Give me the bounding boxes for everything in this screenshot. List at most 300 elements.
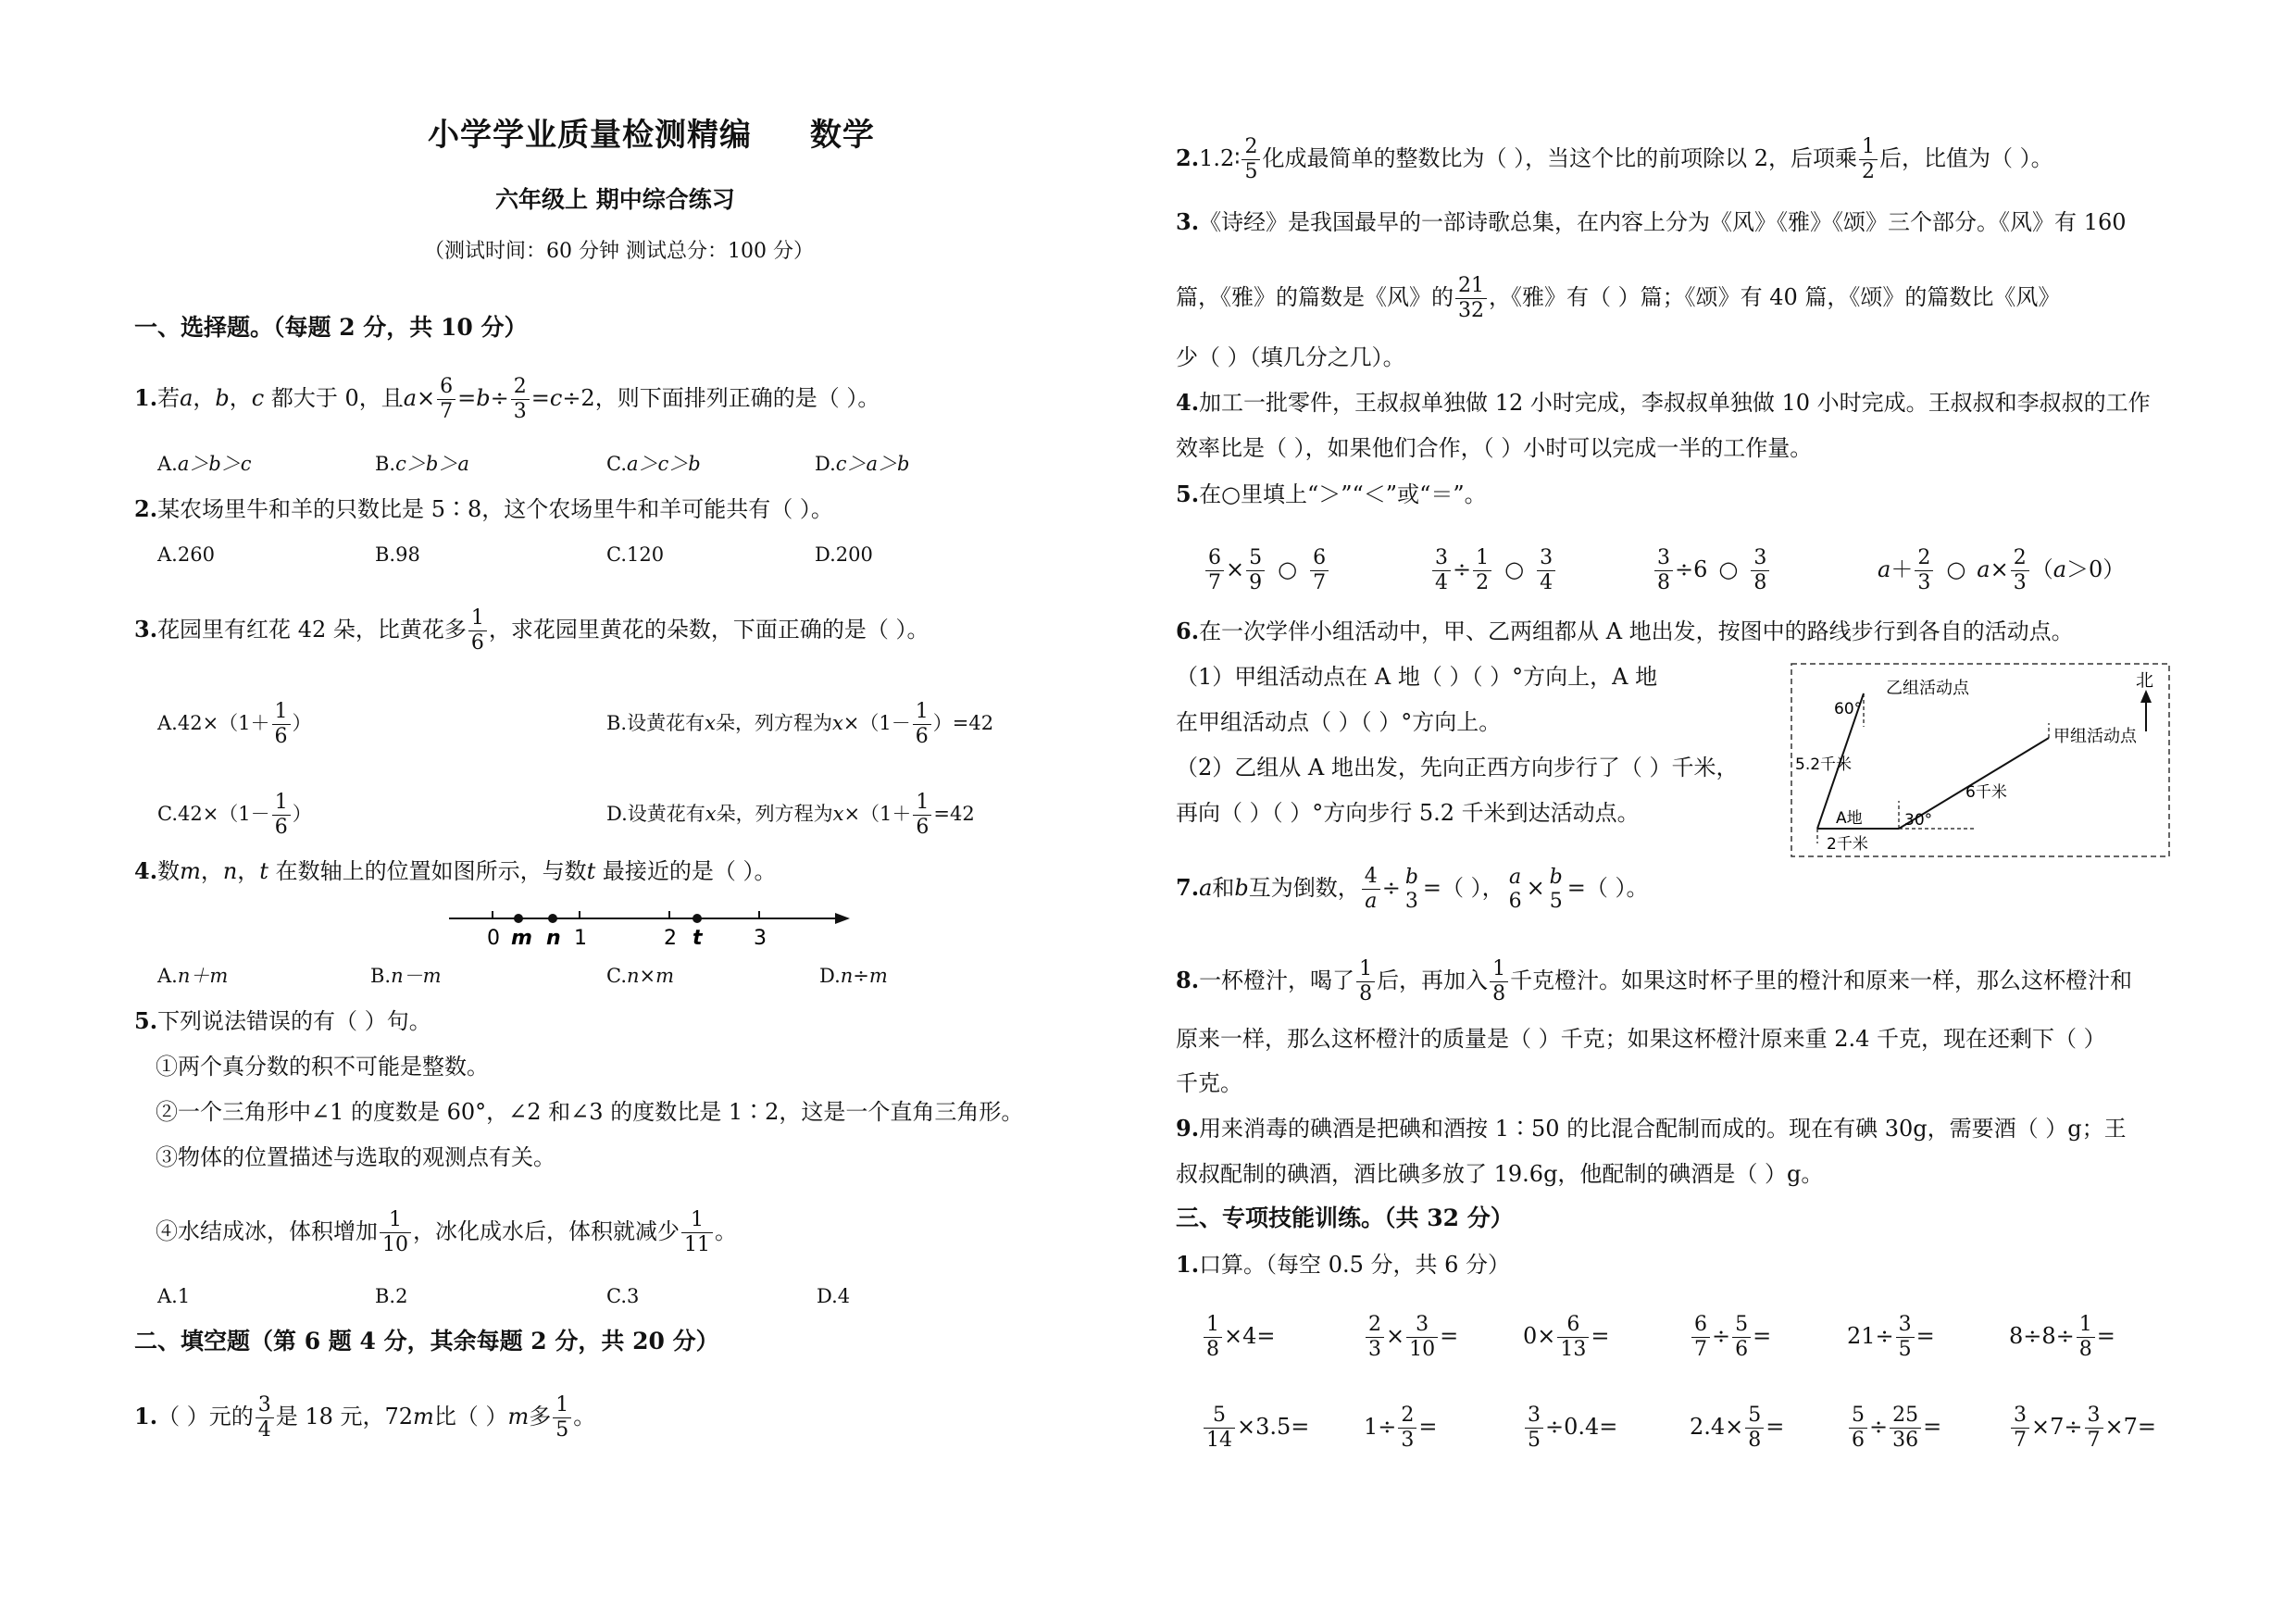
fraction (1525, 1404, 1543, 1453)
text: ， (229, 385, 252, 411)
fraction (1366, 1313, 1384, 1362)
option-c (606, 449, 701, 479)
numerator: 2 (1242, 135, 1260, 160)
question-number: 4. (134, 857, 158, 884)
expr-text: × (1386, 1323, 1405, 1349)
question-number: 8. (1176, 967, 1200, 993)
denominator: 7 (440, 400, 454, 423)
distance-2-label: 2千米 (1827, 835, 1868, 854)
oral-calc-item (1523, 1404, 1617, 1453)
s2-question-1 (134, 1393, 595, 1442)
denominator: 3 (1917, 571, 1931, 594)
numerator: 1 (2077, 1313, 2095, 1338)
text: 化成最简单的整数比为（ ），当这个比的前项除以 2，后项乘 (1262, 145, 1858, 171)
option-a (157, 449, 252, 479)
var: a (2053, 556, 2066, 582)
denominator: 5 (1898, 1338, 1912, 1361)
text: ×（1－ (842, 712, 911, 734)
fraction (1455, 274, 1487, 323)
denominator: 6 (1508, 889, 1522, 913)
numerator: 3 (1896, 1313, 1915, 1338)
operator: × (1990, 556, 2009, 582)
value: a＞c＞b (627, 453, 701, 475)
section-1-heading: 一、选择题。（每题 2 分，共 10 分） (134, 314, 528, 341)
fraction (1242, 135, 1260, 184)
denominator: 2 (1476, 571, 1490, 594)
oral-calc-item (1847, 1313, 1935, 1362)
text: 加工一批零件，王叔叔单独做 12 小时完成，李叔叔单独做 10 小时完成。王叔叔和李叔叔的工作 (1199, 390, 2151, 416)
fraction (1490, 957, 1508, 1006)
text: ＞0） (2066, 556, 2126, 582)
denominator: 32 (1458, 299, 1484, 322)
option-b: B.98 (375, 543, 420, 566)
tick-label: 1 (574, 927, 587, 950)
option-c: C.120 (606, 543, 665, 566)
denominator: 7 (1694, 1338, 1707, 1361)
expr-text: 8÷8÷ (2009, 1323, 2075, 1349)
var: x (832, 803, 844, 825)
blank-circle-icon[interactable]: ○ (1718, 556, 1739, 582)
value: n－m (391, 965, 442, 987)
expr-text: = (1766, 1414, 1785, 1440)
denominator: 3 (2013, 571, 2027, 594)
s2-question-3-line-3: 少（ ）（填几分之几）。 (1176, 344, 1405, 370)
denominator: 3 (1368, 1338, 1381, 1361)
text: 后，比值为（ ）。 (1879, 145, 2053, 171)
numerator: 1 (272, 700, 291, 725)
numerator: 3 (2011, 1404, 2029, 1429)
denominator: 8 (1657, 571, 1670, 594)
numerator: 1 (1473, 546, 1491, 571)
s2-q6-part-2a: （2）乙组从 A 地出发，先向正西方向步行了（ ）千米， (1176, 755, 1739, 780)
fraction (1654, 546, 1673, 595)
numerator: 1 (272, 791, 291, 816)
text: 用来消毒的碘酒是把碘和酒按 1∶50 的比混合配制而成的。现在有碘 30g，需要酒（ ）g；王 (1199, 1116, 2127, 1142)
var: m (180, 858, 201, 884)
s2-question-8-line-1 (1176, 957, 2132, 1006)
question-number: 5. (134, 1007, 158, 1034)
oral-calc-item (1202, 1313, 1276, 1362)
text: ×（1＋ (843, 803, 912, 825)
var: t (586, 858, 596, 884)
option-d (606, 791, 975, 840)
numerator: 4 (1362, 865, 1380, 890)
var: x (705, 803, 717, 825)
text: ④水结成冰，体积增加 (156, 1218, 378, 1244)
compare-expr-3 (1653, 546, 1771, 595)
denominator: 8 (2078, 1338, 2092, 1361)
text: B.设黄花有 (606, 712, 705, 734)
text: 《诗经》是我国最早的一部诗歌总集，在内容上分为《风》《雅》《颂》三个部分。《风》有 160 (1199, 209, 2127, 235)
numerator: 3 (1406, 1313, 1438, 1338)
fraction (2011, 546, 2029, 595)
text: 在○里填上“＞”“＜”或“＝”。 (1199, 481, 1487, 507)
fraction (1745, 1404, 1764, 1453)
text: ） (292, 803, 312, 825)
var: c (549, 385, 563, 411)
tick-label: m (511, 927, 532, 950)
denominator: 4 (257, 1418, 271, 1442)
question-number: 1. (1176, 1251, 1200, 1278)
numerator: 2 (1398, 1404, 1416, 1429)
option-d: D.200 (815, 543, 873, 566)
tick-label: t (693, 927, 703, 950)
oral-calc-item (1364, 1404, 1438, 1453)
expr-text: = (1418, 1414, 1438, 1440)
numerator: 2 (1366, 1313, 1384, 1338)
statement-2: ②一个三角形中∠1 的度数是 60°，∠2 和∠3 的度数比是 1∶2，这是一个直角三角形。 (156, 1099, 1024, 1125)
option-c (157, 791, 312, 840)
fraction (1751, 546, 1769, 595)
numerator: 1 (380, 1208, 411, 1233)
axis-arrow-icon (835, 913, 850, 924)
text: C.42×（1－ (157, 803, 270, 825)
a-location-label: A地 (1836, 809, 1863, 828)
denominator: 8 (1359, 982, 1373, 1005)
question-number: 1. (134, 1403, 158, 1429)
numerator: 1 (1859, 135, 1878, 160)
s2-question-3-line-1 (1176, 207, 2127, 237)
fraction (1557, 1313, 1589, 1362)
text: 花园里有红花 42 朵，比黄花多 (157, 617, 467, 643)
var: x (705, 712, 716, 734)
numerator: 6 (1557, 1313, 1589, 1338)
expr-text: 2.4× (1690, 1414, 1744, 1440)
option-c (606, 961, 674, 991)
section-2-heading: 二、填空题（第 6 题 4 分，其余每题 2 分，共 20 分） (134, 1328, 719, 1355)
exam-title (428, 117, 875, 154)
var: m (413, 1404, 434, 1429)
denominator: 5 (1244, 160, 1258, 183)
denominator: 9 (1249, 571, 1263, 594)
text: 。 (715, 1218, 737, 1244)
option-a (157, 700, 312, 749)
expr-text: ×3.5= (1237, 1414, 1310, 1440)
numerator: 6 (1310, 546, 1329, 571)
statement-3: ③物体的位置描述与选取的观测点有关。 (156, 1144, 555, 1170)
fraction (1849, 1404, 1867, 1453)
numerator: 6 (437, 375, 455, 400)
option-d (819, 961, 888, 991)
fraction (1205, 546, 1224, 595)
denominator: 7 (1208, 571, 1221, 594)
numerator: 3 (256, 1393, 274, 1418)
text: 都大于 0，且 (264, 385, 404, 411)
denominator: 7 (2087, 1429, 2101, 1452)
text: ） (292, 712, 312, 734)
fraction (1547, 866, 1566, 914)
blank-circle-icon[interactable]: ○ (1946, 556, 1966, 582)
value: n＋m (177, 965, 229, 987)
fraction (272, 700, 291, 749)
fraction (2011, 1404, 2029, 1453)
value: c＞a＞b (835, 453, 910, 475)
numerator: b (1549, 865, 1563, 889)
compare-expr-2 (1430, 546, 1557, 595)
point-t (693, 914, 702, 923)
question-number: 2. (1176, 144, 1200, 171)
s2-question-4-line-2: 效率比是（ ），如果他们合作，（ ）小时可以完成一半的工作量。 (1176, 435, 1813, 461)
text: ）=42 (932, 712, 994, 734)
tick-label: n (546, 927, 561, 950)
label: C. (606, 453, 627, 475)
fraction (1406, 1313, 1438, 1362)
question-number: 6. (1176, 618, 1200, 644)
denominator: 6 (470, 631, 484, 655)
var: x (831, 712, 843, 734)
var: a (1878, 556, 1891, 582)
fraction (1859, 135, 1878, 184)
expr-text: = (1591, 1323, 1610, 1349)
denominator: 6 (915, 725, 929, 748)
text: 在数轴上的位置如图所示，与数 (268, 858, 587, 884)
numerator: b (1404, 865, 1418, 889)
fraction (1537, 546, 1555, 595)
fraction (380, 1208, 411, 1257)
var: a (1977, 556, 1990, 582)
fraction (1896, 1313, 1915, 1362)
denominator: 3 (1401, 1429, 1415, 1452)
numerator: 1 (1356, 957, 1375, 982)
denominator: 6 (1852, 1429, 1865, 1452)
fraction (913, 791, 931, 840)
distance-6-label: 6千米 (1965, 783, 2007, 802)
expr-text: 1÷ (1364, 1414, 1397, 1440)
question-number: 3. (1176, 208, 1200, 235)
var: a (1199, 875, 1213, 901)
text: = (530, 385, 550, 411)
option-b: B.2 (375, 1285, 408, 1307)
fraction (468, 606, 487, 655)
s1-question-2 (134, 494, 833, 524)
expr-text: ÷ (1712, 1323, 1731, 1349)
var: a (403, 385, 418, 411)
s2-question-2 (1176, 135, 2053, 184)
text: 多 (529, 1404, 552, 1429)
numerator: 5 (1246, 546, 1265, 571)
var: t (259, 858, 268, 884)
s2-q6-part-2b: 再向（ ）（ ）°方向步行 5.2 千米到达活动点。 (1176, 800, 1640, 826)
expr-text: 21÷ (1847, 1323, 1894, 1349)
fraction (437, 375, 455, 424)
var: n (222, 858, 238, 884)
numerator: 1 (1204, 1313, 1222, 1338)
s2-question-7 (1176, 865, 1648, 914)
text: =（ ）， (1422, 875, 1504, 901)
option-b (370, 961, 442, 991)
compare-expr-1 (1204, 546, 1330, 595)
numerator: 25 (1890, 1404, 1921, 1429)
denominator: 13 (1560, 1338, 1587, 1361)
expr-text: = (1923, 1414, 1942, 1440)
text: ，求花园里黄花的朵数，下面正确的是（ ）。 (488, 617, 930, 643)
expr-text: ×7= (2104, 1414, 2156, 1440)
fraction (256, 1393, 274, 1442)
subject-text: 数学 (809, 117, 875, 154)
var: m (507, 1404, 530, 1429)
north-label: 北 (2136, 670, 2154, 691)
denominator: 8 (1492, 982, 1506, 1005)
fraction (1691, 1313, 1710, 1362)
fraction (1506, 866, 1525, 914)
fraction (1403, 866, 1421, 914)
var: b (215, 385, 230, 411)
s2-question-5 (1176, 480, 1487, 509)
label: D. (819, 965, 841, 987)
number-line (444, 898, 852, 950)
denominator: 3 (513, 400, 527, 423)
text: ， (193, 385, 216, 411)
denominator: 10 (1409, 1338, 1436, 1361)
text: 在一次学伴小组活动中，甲、乙两组都从 A 地出发，按图中的路线步行到各自的活动点。 (1199, 618, 2074, 644)
fraction (1432, 546, 1451, 595)
numerator: 1 (1490, 957, 1508, 982)
text: ，《雅》有（ ）篇；《颂》有 40 篇，《颂》的篇数比《风》 (1489, 284, 2061, 310)
value: a＞b＞c (177, 453, 252, 475)
question-number: 2. (134, 495, 158, 522)
denominator: 7 (2014, 1429, 2027, 1452)
var: c (251, 385, 265, 411)
fraction (1362, 865, 1380, 914)
s1-question-5 (134, 1006, 431, 1036)
s3-question-1 (1176, 1250, 1510, 1280)
text: A.42×（1＋ (157, 712, 270, 734)
denominator: 6 (916, 816, 930, 839)
fraction (1246, 546, 1265, 595)
oral-calc-item (1202, 1404, 1309, 1453)
s2-question-9-line-1 (1176, 1114, 2127, 1143)
denominator: 5 (1528, 1429, 1541, 1452)
fraction (1890, 1404, 1921, 1453)
statement-1: ①两个真分数的积不可能是整数。 (156, 1054, 489, 1080)
text: 朵，列方程为 (715, 712, 832, 734)
text: 和 (1212, 875, 1235, 901)
oral-calc-item (2009, 1313, 2115, 1362)
denominator: 36 (1892, 1429, 1919, 1452)
fraction (1732, 1313, 1751, 1362)
yi-label: 乙组活动点 (1886, 679, 1969, 698)
text: =（ ）。 (1566, 875, 1649, 901)
value: n÷m (840, 965, 888, 987)
s2-question-8-line-2: 原来一样，那么这杯橙汁的质量是（ ）千克；如果这杯橙汁原来重 2.4 千克，现在还剩下（ ） (1176, 1026, 2106, 1052)
numerator: 3 (1432, 546, 1451, 571)
question-number: 3. (134, 616, 158, 643)
value: c＞b＞a (395, 453, 469, 475)
expr-text: ÷ (1869, 1414, 1889, 1440)
section-3-heading: 三、专项技能训练。（共 32 分） (1176, 1205, 1514, 1231)
s2-question-3-line-2 (1176, 274, 2060, 323)
numerator: 1 (468, 606, 487, 631)
fraction (511, 375, 530, 424)
option-b (606, 700, 993, 749)
operator: × (1526, 875, 1545, 901)
denominator: 11 (684, 1233, 710, 1256)
value: n×m (627, 965, 675, 987)
numerator: 6 (1205, 546, 1224, 571)
option-d (815, 449, 910, 479)
expr-text: ÷0.4= (1545, 1414, 1618, 1440)
numerator: 5 (1204, 1404, 1235, 1429)
denominator: 4 (1540, 571, 1554, 594)
blank-circle-icon[interactable]: ○ (1504, 556, 1525, 582)
text: ÷2，则下面排列正确的是（ ）。 (562, 385, 880, 411)
tick-label: 3 (754, 927, 767, 950)
angle-60-label: 60° (1834, 700, 1863, 718)
numerator: 3 (1654, 546, 1673, 571)
text: 下列说法错误的有（ ）句。 (157, 1008, 431, 1034)
operator: ÷ (1381, 875, 1401, 901)
s1-question-3 (134, 606, 930, 655)
operator: ÷6 (1675, 556, 1708, 582)
point-n (548, 914, 557, 923)
text: ， (237, 858, 260, 884)
numerator: a (1509, 865, 1522, 889)
text: 互为倒数， (1248, 875, 1360, 901)
text: 某农场里牛和羊的只数比是 5∶8，这个农场里牛和羊可能共有（ ）。 (157, 496, 833, 522)
s2-q6-part-1a: （1）甲组活动点在 A 地（ ）（ ）°方向上，A 地 (1176, 664, 1658, 690)
numerator: 5 (1745, 1404, 1764, 1429)
numerator: 2 (511, 375, 530, 400)
fraction (1915, 546, 1933, 595)
label: C. (606, 965, 627, 987)
numerator: 6 (1691, 1313, 1710, 1338)
text: 是 18 元，72 (275, 1404, 414, 1429)
distance-5-2-label: 5.2千米 (1795, 755, 1853, 774)
oral-calc-item (2009, 1404, 2156, 1453)
option-d: D.4 (817, 1285, 851, 1307)
expr-text: ×4= (1224, 1323, 1276, 1349)
expr-text: = (1753, 1323, 1772, 1349)
fraction (2085, 1404, 2103, 1453)
numerator: 3 (1537, 546, 1555, 571)
fraction (1398, 1404, 1416, 1453)
expr-text: 0× (1523, 1323, 1556, 1349)
compare-expr-4 (1878, 546, 2125, 595)
expr-text: = (1440, 1323, 1459, 1349)
denominator: 8 (1753, 571, 1767, 594)
fraction (1204, 1313, 1222, 1362)
text: 口算。（每空 0.5 分，共 6 分） (1199, 1252, 1511, 1278)
text: ，冰化成水后，体积就减少 (413, 1218, 680, 1244)
question-number: 5. (1176, 481, 1200, 507)
north-arrow-icon (2140, 690, 2152, 703)
denominator: 10 (382, 1233, 408, 1256)
numerator: 1 (681, 1208, 713, 1233)
text: （ (2030, 556, 2053, 582)
numerator: 21 (1455, 274, 1487, 299)
s1-question-1 (134, 375, 880, 424)
fraction (1473, 546, 1491, 595)
text: 比（ ） (433, 1404, 508, 1429)
var: b (476, 385, 491, 411)
oral-calc-item (1523, 1313, 1610, 1362)
text: 朵，列方程为 (716, 803, 833, 825)
angle-30-label: 30° (1904, 811, 1933, 830)
operator: ÷ (1453, 556, 1472, 582)
text: ， (200, 858, 223, 884)
label: B. (375, 453, 396, 475)
blank-circle-icon[interactable]: ○ (1278, 556, 1298, 582)
denominator: 8 (1748, 1429, 1762, 1452)
text: 篇，《雅》的篇数是《风》的 (1176, 284, 1454, 310)
s2-question-9-line-2: 叔叔配制的碘酒，酒比碘多放了 19.6g，他配制的碘酒是（ ）g。 (1176, 1161, 1824, 1187)
denominator: 8 (1206, 1338, 1219, 1361)
statement-4 (156, 1208, 737, 1257)
oral-calc-item (1847, 1404, 1941, 1453)
fraction (272, 791, 291, 840)
denominator: 6 (1735, 1338, 1749, 1361)
s2-question-4-line-1 (1176, 388, 2151, 418)
